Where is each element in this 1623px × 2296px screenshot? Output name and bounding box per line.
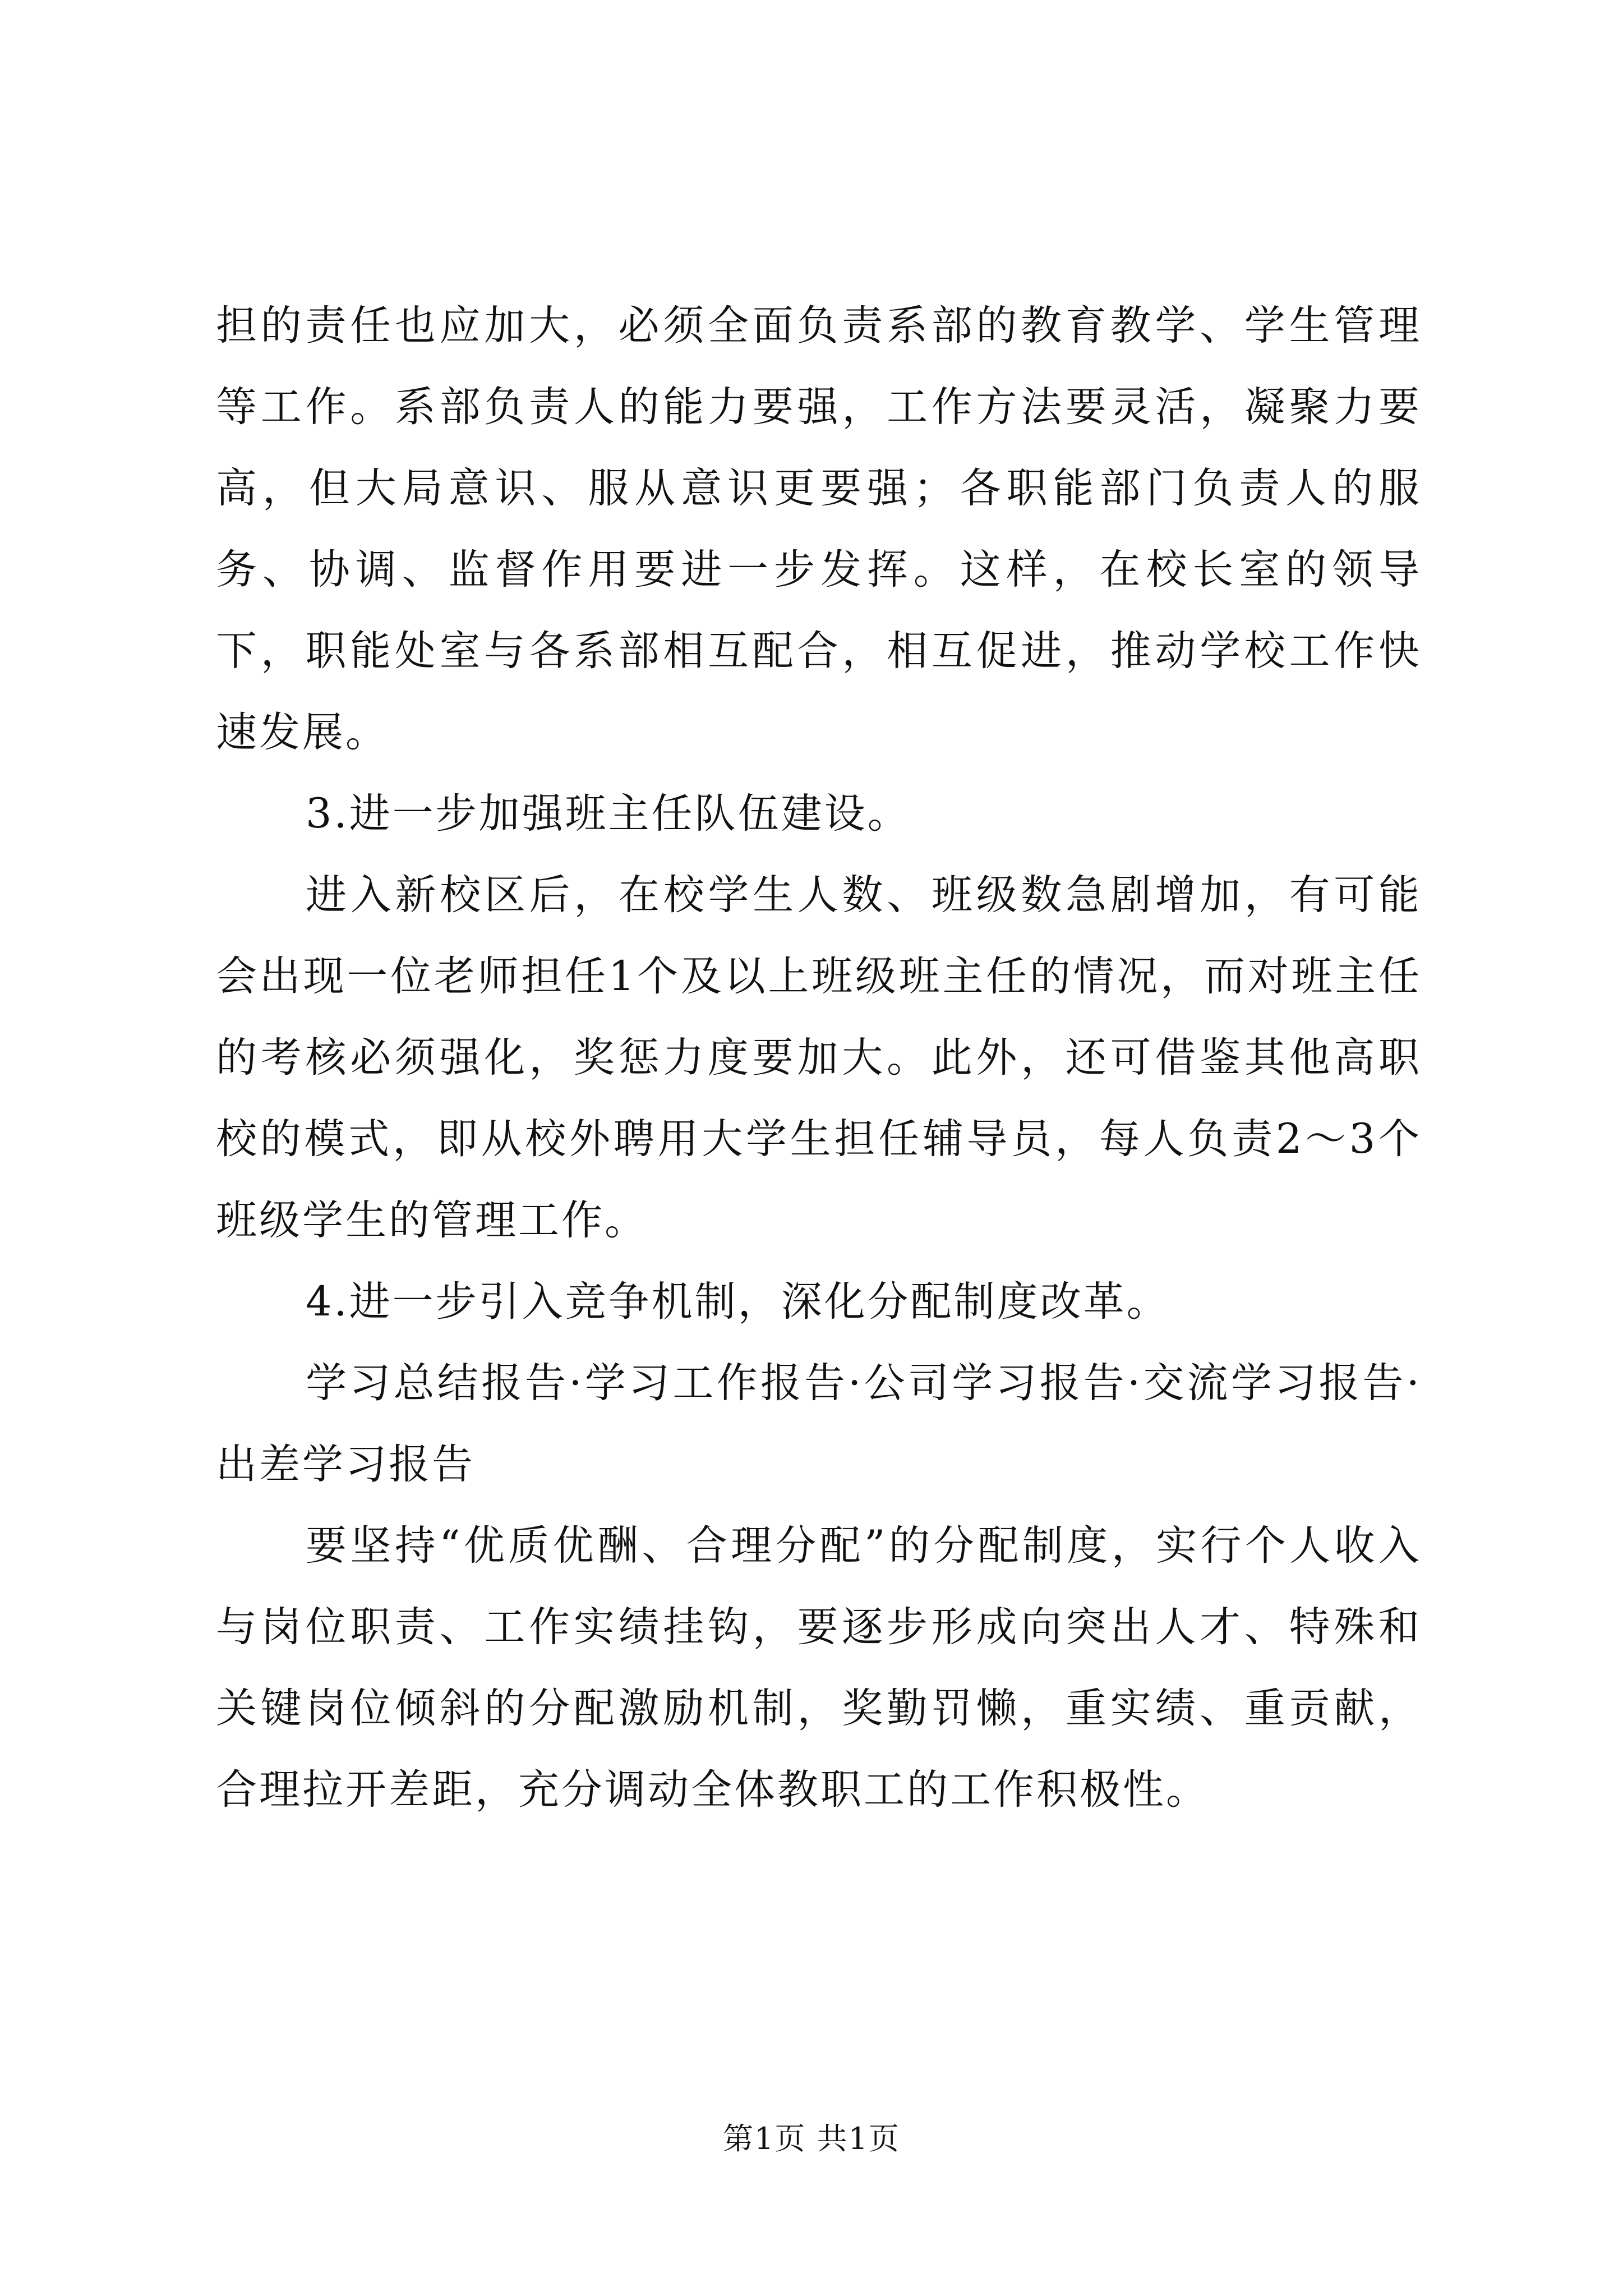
paragraph-class-teacher: 进入新校区后，在校学生人数、班级数急剧增加，有可能会出现一位老师担任1个及以上班级班主任的情况，而对班主任的考核必须强化，奖惩力度要加大。此外，还可借鉴其他高职校的模式，即从校外聘用大学生担任辅导员，每人负责2～3个班级学生的管理工作。	[216, 871, 1422, 1244]
paragraph-continued: 担的责任也应加大，必须全面负责系部的教育教学、学生管理等工作。系部负责人的能力要强，工作方法要灵活，凝聚力要高，但大局意识、服从意识更要强；各职能部门负责人的服务、协调、监督作用要进一步发挥。这样，在校长室的领导下，职能处室与各系部相互配合，相互促进，推动学校工作快速发展。	[216, 302, 1422, 756]
page-number-footer: 第1页 共1页	[723, 2121, 900, 2156]
paragraph-distribution: 要坚持“优质优酬、合理分配”的分配制度，实行个人收入与岗位职责、工作实绩挂钩，要逐步形成向突出人才、特殊和关键岗位倾斜的分配激励机制，奖勤罚懒，重实绩、重贡献，合理拉开差距，充分调动全体教职工的工作积极性。	[216, 1522, 1422, 1814]
paragraph-related-reports: 学习总结报告·学习工作报告·公司学习报告·交流学习报告·出差学习报告	[216, 1359, 1422, 1488]
heading-item-3: 3.进一步加强班主任队伍建设。	[306, 790, 911, 838]
document-body	[216, 285, 1422, 1830]
heading-item-4: 4.进一步引入竞争机制，深化分配制度改革。	[306, 1278, 1170, 1326]
